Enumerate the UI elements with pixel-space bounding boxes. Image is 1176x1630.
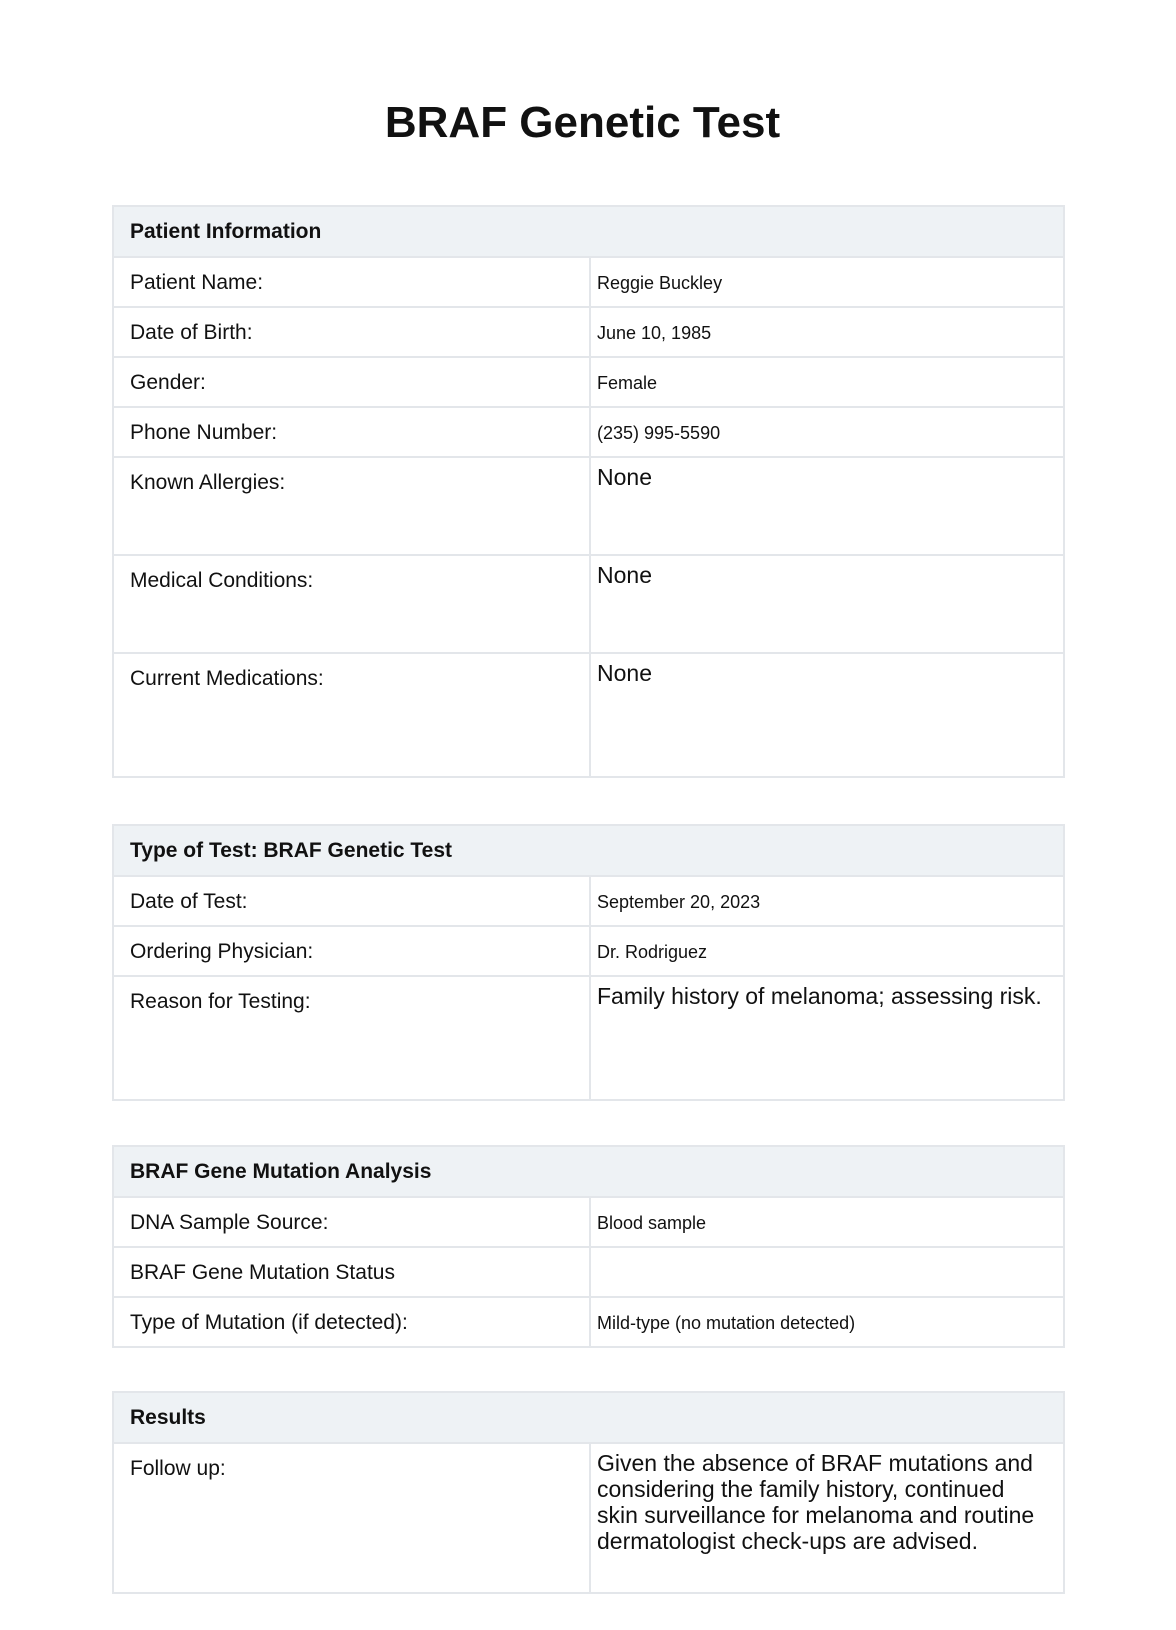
table-row — [113, 1297, 1064, 1347]
table-row — [113, 555, 1064, 653]
test-type-table — [112, 824, 1065, 1101]
field-label: Follow up: — [113, 1443, 590, 1593]
table-row — [113, 653, 1064, 777]
field-value — [590, 1247, 1064, 1297]
field-label: DNA Sample Source: — [113, 1197, 590, 1247]
field-value: Mild-type (no mutation detected) — [590, 1297, 1064, 1347]
field-value: Female — [590, 357, 1064, 407]
page-title: BRAF Genetic Test — [384, 98, 781, 147]
field-value: None — [590, 653, 1064, 777]
field-label: Reason for Testing: — [113, 976, 590, 1100]
table-row — [113, 307, 1064, 357]
field-value: None — [590, 555, 1064, 653]
table-row — [113, 407, 1064, 457]
table-row — [113, 1197, 1064, 1247]
field-label: Medical Conditions: — [113, 555, 590, 653]
field-label: Date of Test: — [113, 876, 590, 926]
section-header: Type of Test: BRAF Genetic Test — [113, 825, 1064, 876]
table-row — [113, 976, 1064, 1100]
results-table — [112, 1391, 1065, 1594]
patient-information-table — [112, 205, 1065, 778]
table-row — [113, 876, 1064, 926]
field-label: BRAF Gene Mutation Status — [113, 1247, 590, 1297]
field-value: None — [590, 457, 1064, 555]
table-row — [113, 926, 1064, 976]
section-header: Patient Information — [113, 206, 1064, 257]
field-label: Gender: — [113, 357, 590, 407]
field-value: Blood sample — [590, 1197, 1064, 1247]
field-value: September 20, 2023 — [590, 876, 1064, 926]
field-label: Phone Number: — [113, 407, 590, 457]
section-header: BRAF Gene Mutation Analysis — [113, 1146, 1064, 1197]
mutation-analysis-table — [112, 1145, 1065, 1348]
table-row — [113, 357, 1064, 407]
table-row — [113, 257, 1064, 307]
table-row — [113, 457, 1064, 555]
field-value: Given the absence of BRAF mutations and considering the family history, continued skin surveillance for melanoma and routine dermatologist check-ups are advised. — [590, 1443, 1064, 1593]
field-label: Date of Birth: — [113, 307, 590, 357]
field-label: Patient Name: — [113, 257, 590, 307]
field-value: Dr. Rodriguez — [590, 926, 1064, 976]
field-value: June 10, 1985 — [590, 307, 1064, 357]
field-value: Family history of melanoma; assessing risk. — [590, 976, 1064, 1100]
table-row — [113, 1247, 1064, 1297]
field-value: Reggie Buckley — [590, 257, 1064, 307]
table-row — [113, 1443, 1064, 1593]
field-label: Type of Mutation (if detected): — [113, 1297, 590, 1347]
field-label: Known Allergies: — [113, 457, 590, 555]
field-value: (235) 995-5590 — [590, 407, 1064, 457]
field-label: Current Medications: — [113, 653, 590, 777]
field-label: Ordering Physician: — [113, 926, 590, 976]
section-header: Results — [113, 1392, 1064, 1443]
